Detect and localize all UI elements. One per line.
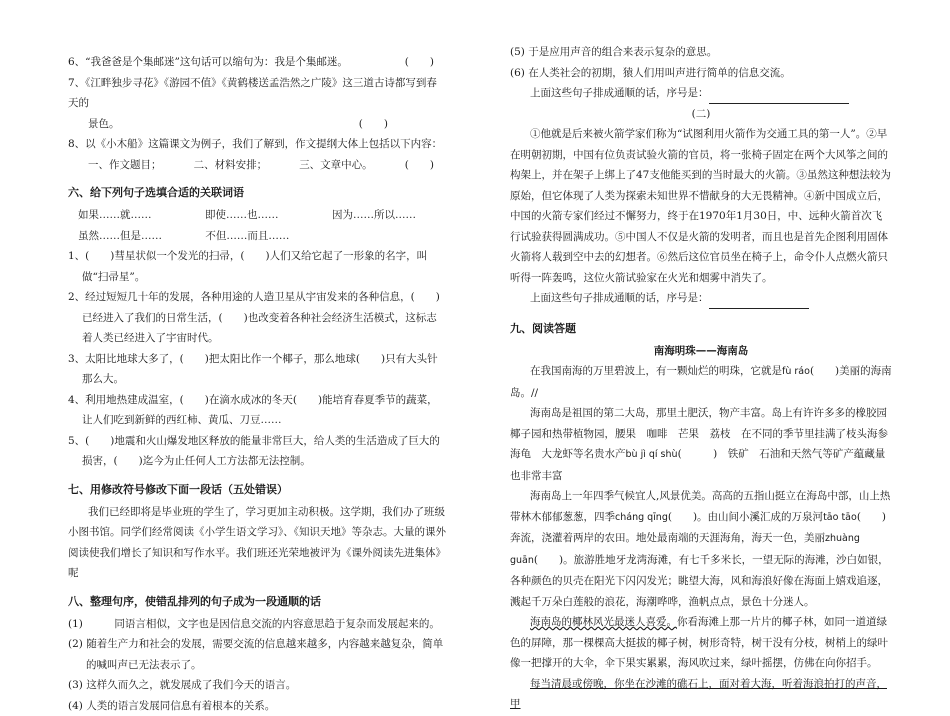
answer-paren[interactable]: ( ) bbox=[405, 155, 434, 176]
edit-paragraph[interactable]: 我们已经即将是毕业班的学生了，学习更加主动积极。这学期，我们办了班级小图书馆。同学们经常阅读《小学生语文学习》、《知识天地》等杂志。大量的课外阅读使我们增长了知识和写作水平。我们班还光荣地被评为《课外阅读先进集体》呢 bbox=[68, 502, 446, 584]
question-7-line1: 7、《江畔独步寻花》《游园不值》《黄鹤楼送孟浩然之广陵》这三道古诗都写到春天的 bbox=[68, 73, 446, 114]
order-item-2: (2) 随着生产力和社会的发展，需要交流的信息越来越多，内容越来越复杂，简单的喊叫声已无法表示了。 bbox=[68, 634, 446, 675]
question-6-text: 6、“我爸爸是个集邮迷”这句话可以缩句为：我是个集邮迷。 bbox=[68, 52, 348, 73]
order-answer-label: 上面这些句子排成通顺的话，序号是： bbox=[530, 87, 709, 99]
para-text[interactable]: ( )奔流，浇灌着两岸的农田。地处最南端的天涯海角，海天一色，美丽 bbox=[510, 511, 886, 545]
pinyin: zhuàng guān bbox=[510, 533, 860, 566]
fill-item-2[interactable]: 2、经过短短几十年的发展，各种用途的人造卫星从宇宙发来的各种信息，( )已经进入了我们的日常生活，( )也改变着各种社会经济生活模式，这标志着人类已经进入了宇宙时代。 bbox=[68, 287, 446, 349]
order-item-5: (5) 于是应用声音的组合来表示复杂的意思。 bbox=[510, 42, 892, 63]
rocket-paragraph: ①他就是后来被火箭学家们称为“试图利用火箭作为交通工具的第一人”。②早在明朝初期，中国有位负责试验火箭的官员，将一张椅子固定在两个大风筝之间的构架上，并在架子上绑上了47支他能买到的当时最大的火箭。③虽然这种想法较为原始，但它体现了人类为探索未知世界不惜献身的大无畏精神。④新中国成立后，中国的火箭专家们经过不懈努力，终于在1970年1月30日，中、远种火箭首次飞行试验获得圆满成功。⑤中国人不仅是火箭的发明者，而且也是首先企图利用固体火箭将人载到空中去的幻想者。⑥然后这位官员坐在椅子上，命令仆人点燃火箭只听得一阵轰鸣，这位火箭试验家在火光和烟雾中消失了。 bbox=[510, 124, 892, 288]
article-para-5 bbox=[510, 674, 892, 715]
conjunction: 如果……就…… bbox=[78, 205, 152, 226]
underlined-sentence: 每当清晨或傍晚，你坐在沙滩的礁石上，面对着大海，听着海浪拍打的声音，甲 bbox=[510, 678, 887, 711]
para-text[interactable]: ( )。由山间小溪汇成的万泉河 bbox=[668, 511, 823, 523]
conjunction: 不但……而且…… bbox=[205, 230, 289, 242]
conjunction: 即使……也…… bbox=[205, 205, 279, 226]
section-7-title: 七、用修改符号修改下面一段话（五处错误） bbox=[68, 480, 446, 500]
order-answer-2 bbox=[510, 288, 892, 309]
option: 二、材料安排； bbox=[194, 155, 268, 176]
section-8-title: 八、整理句序，使错乱排列的句子成为一段通顺的话 bbox=[68, 592, 446, 612]
para-text[interactable]: ( )美丽的海南岛。// bbox=[510, 365, 892, 399]
fill-item-5[interactable]: 5、( )地震和火山爆发地区释放的能量非常巨大，给人类的生活造成了巨大的损害，( )迄今为止任何人工方法都无法控制。 bbox=[68, 431, 446, 472]
fill-item-4[interactable]: 4、利用地热建成温室，( )在滴水成冰的冬天( )能培育春夏季节的蔬菜，让人们吃到新鲜的西红柿、黄瓜、刀豆…… bbox=[68, 390, 446, 431]
wavy-underlined-sentence: 海南岛的椰林风光最迷人喜爱。 bbox=[530, 616, 677, 628]
section-6-title: 六、给下列句子选填合适的关联词语 bbox=[68, 183, 446, 203]
pinyin: bù jì qí shù bbox=[626, 449, 678, 460]
question-8: 8、以《小木船》这篇课文为例子，我们了解到，作文提纲大体上包括以下内容： bbox=[68, 134, 446, 155]
article-para-4 bbox=[510, 612, 892, 674]
para-text[interactable]: ( )。旅游胜地牙龙湾海滩，有七千多米长，一望无际的海滩，沙白如银，各种颜色的贝壳在阳光下闪闪发光；眺望大海，风和海浪好像在海面上嬉戏追逐，溅起千万朵白莲般的浪花，海潮哗哗，渔帆点点，景色十分迷人。 bbox=[510, 554, 889, 608]
question-8-options bbox=[68, 155, 446, 176]
question-7-text: 景色。 bbox=[88, 114, 120, 135]
pinyin: cháng qīng bbox=[615, 512, 668, 523]
order-answer-1 bbox=[510, 83, 892, 104]
para-text: 在我国南海的万里碧波上，有一颗灿烂的明珠，它就是 bbox=[530, 365, 782, 377]
right-column bbox=[510, 42, 892, 715]
order-item-3: (3) 这样久而久之，就发展成了我们今天的语言。 bbox=[68, 675, 446, 696]
answer-paren[interactable]: ( ) bbox=[359, 114, 388, 135]
article-para-3 bbox=[510, 486, 892, 612]
para-text: 海南岛上一年四季气候宜人,风景优美。高高的五指山挺立在海岛中部，山上热带林木郁郁葱葱，四季 bbox=[510, 490, 890, 523]
answer-line[interactable] bbox=[709, 296, 809, 309]
fill-item-3[interactable]: 3、太阳比地球大多了，( )把太阳比作一个椰子，那么地球( )只有大头针那么大。 bbox=[68, 349, 446, 390]
para-text: 你看海滩上那一片片的椰子林，如同一道道绿色的屏障，那一棵棵高大挺拔的椰子树，树形奇特，树干没有分枝，树梢上的绿叶像一把撑开的大伞，伞下果实累累，海风吹过来，绿叶摇摆，仿佛在向你招手。 bbox=[510, 616, 888, 669]
part-two-label: (二) bbox=[510, 104, 892, 125]
left-column bbox=[68, 52, 446, 716]
answer-line[interactable] bbox=[709, 91, 849, 104]
conjunction-row-2 bbox=[68, 226, 446, 247]
section-9-title: 九、阅读答题 bbox=[510, 319, 892, 339]
article-para-2 bbox=[510, 403, 892, 486]
article-title: 南海明珠——海南岛 bbox=[510, 341, 892, 362]
order-answer-label: 上面这些句子排成通顺的话，序号是： bbox=[530, 292, 709, 304]
option: 一、作文题目； bbox=[88, 155, 162, 176]
conjunction: 因为……所以…… bbox=[332, 205, 416, 226]
order-item-6: (6) 在人类社会的初期，猿人们用叫声进行简单的信息交流。 bbox=[510, 63, 892, 84]
article-para-1 bbox=[510, 361, 892, 403]
fill-item-1[interactable]: 1、( )彗星状似一个发光的扫帚，( )人们又给它起了一形象的名字，叫做“扫帚星”。 bbox=[68, 246, 446, 287]
answer-paren[interactable]: ( ) bbox=[405, 52, 434, 73]
order-item-4: (4) 人类的语言发展同信息有着根本的关系。 bbox=[68, 696, 446, 716]
pinyin: fù ráo bbox=[782, 366, 810, 377]
question-7-line2 bbox=[68, 114, 446, 135]
question-6 bbox=[68, 52, 446, 73]
conjunction: 虽然……但是…… bbox=[78, 230, 162, 242]
para-text: 海南岛是祖国的第二大岛，那里土肥沃，物产丰富。岛上有许许多多的橡胶园 椰子园和热带植物园，腰果 咖啡 芒果 荔枝 在不同的季节里挂满了枝头海参 海龟 大龙虾等名贵水产 bbox=[510, 407, 899, 460]
order-item-1: (1) 同语言相似，文字也是因信息交流的内容意思趋于复杂而发展起来的。 bbox=[68, 614, 446, 635]
pinyin: tāo tāo bbox=[823, 512, 857, 523]
conjunction-row-1 bbox=[68, 205, 446, 226]
option: 三、文章中心。 bbox=[299, 155, 373, 176]
para-text[interactable]: ( ) 铁矿 石油和天然气等矿产蕴藏量也非常丰富 bbox=[510, 448, 885, 482]
